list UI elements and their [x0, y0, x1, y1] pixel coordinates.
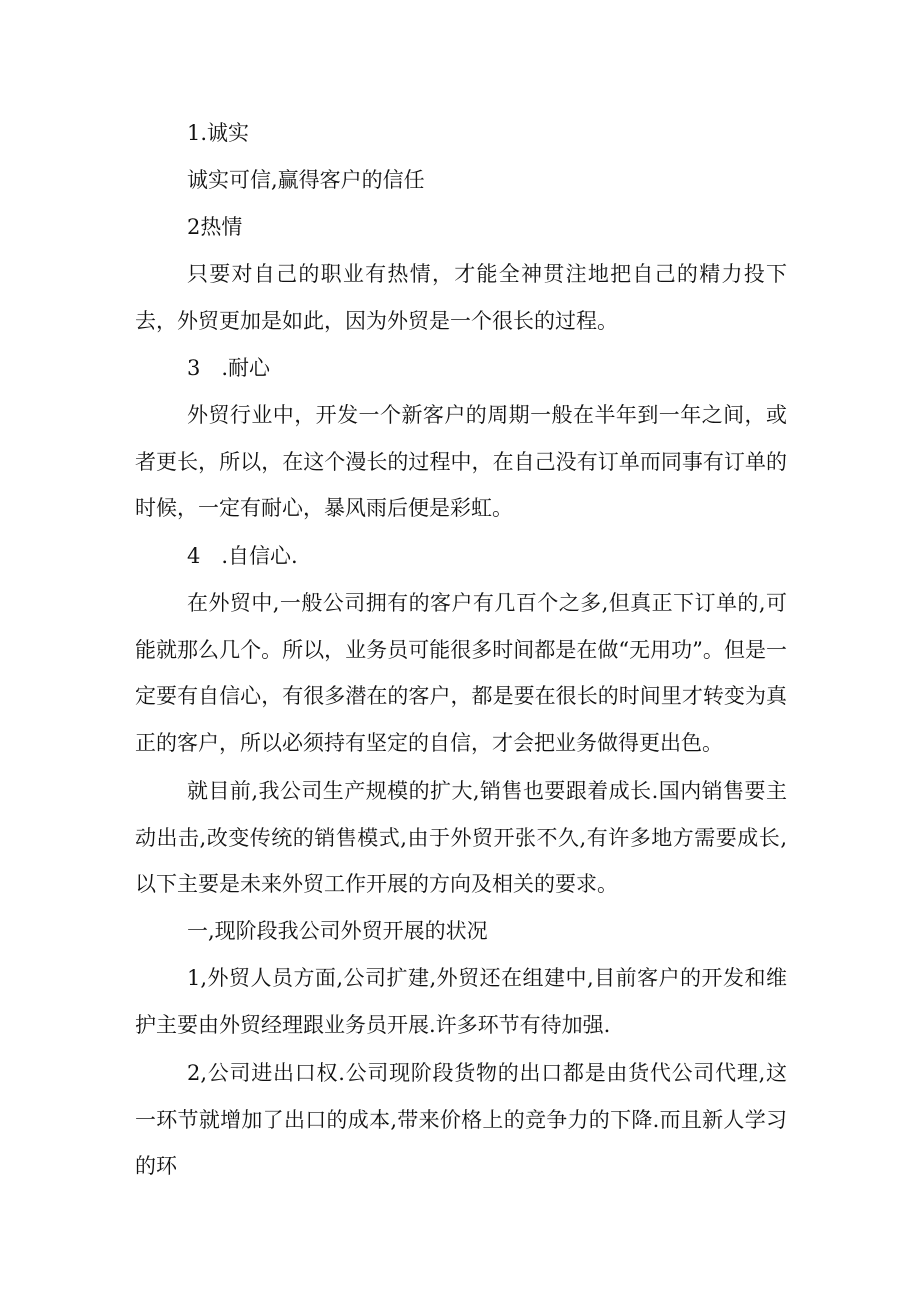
section-heading-status: 一,现阶段我公司外贸开展的状况: [187, 919, 488, 943]
heading-enthusiasm: 2热情: [187, 215, 243, 239]
heading-patience: 3 .耐心: [187, 356, 271, 380]
paragraph-export-rights: 2,公司进出口权.公司现阶段货物的出口都是由货代公司代理,这一环节就增加了出口的成本,带来价格上的竞争力的下降.而且新人学习的环: [135, 1061, 787, 1178]
paragraph-patience: 外贸行业中，开发一个新客户的周期一般在半年到一年之间，或者更长，所以，在这个漫长的过程中，在自己没有订单而同事有订单的时候，一定有耐心，暴风雨后便是彩虹。: [135, 403, 787, 520]
paragraph-honesty: 诚实可信,赢得客户的信任: [187, 168, 425, 192]
heading-confidence: 4 .自信心.: [187, 544, 298, 568]
heading-honesty: 1.诚实: [187, 121, 250, 145]
paragraph-confidence: 在外贸中,一般公司拥有的客户有几百个之多,但真正下订单的,可能就那么几个。所以，业务员可能很多时间都是在做“无用功”。但是一定要有自信心，有很多潜在的客户，都是要在很长的时间里才转变为真正的客户，所以必须持有坚定的自信，才会把业务做得更出色。: [135, 591, 787, 755]
paragraph-current-situation: 就目前,我公司生产规模的扩大,销售也要跟着成长.国内销售要主动出击,改变传统的销售模式,由于外贸开张不久,有许多地方需要成长,以下主要是未来外贸工作开展的方向及相关的要求。: [135, 779, 787, 896]
paragraph-staff: 1,外贸人员方面,公司扩建,外贸还在组建中,目前客户的开发和维护主要由外贸经理跟业务员开展.许多环节有待加强.: [135, 966, 787, 1037]
paragraph-enthusiasm: 只要对自己的职业有热情，才能全神贯注地把自己的精力投下去，外贸更加是如此，因为外贸是一个很长的过程。: [135, 262, 787, 333]
